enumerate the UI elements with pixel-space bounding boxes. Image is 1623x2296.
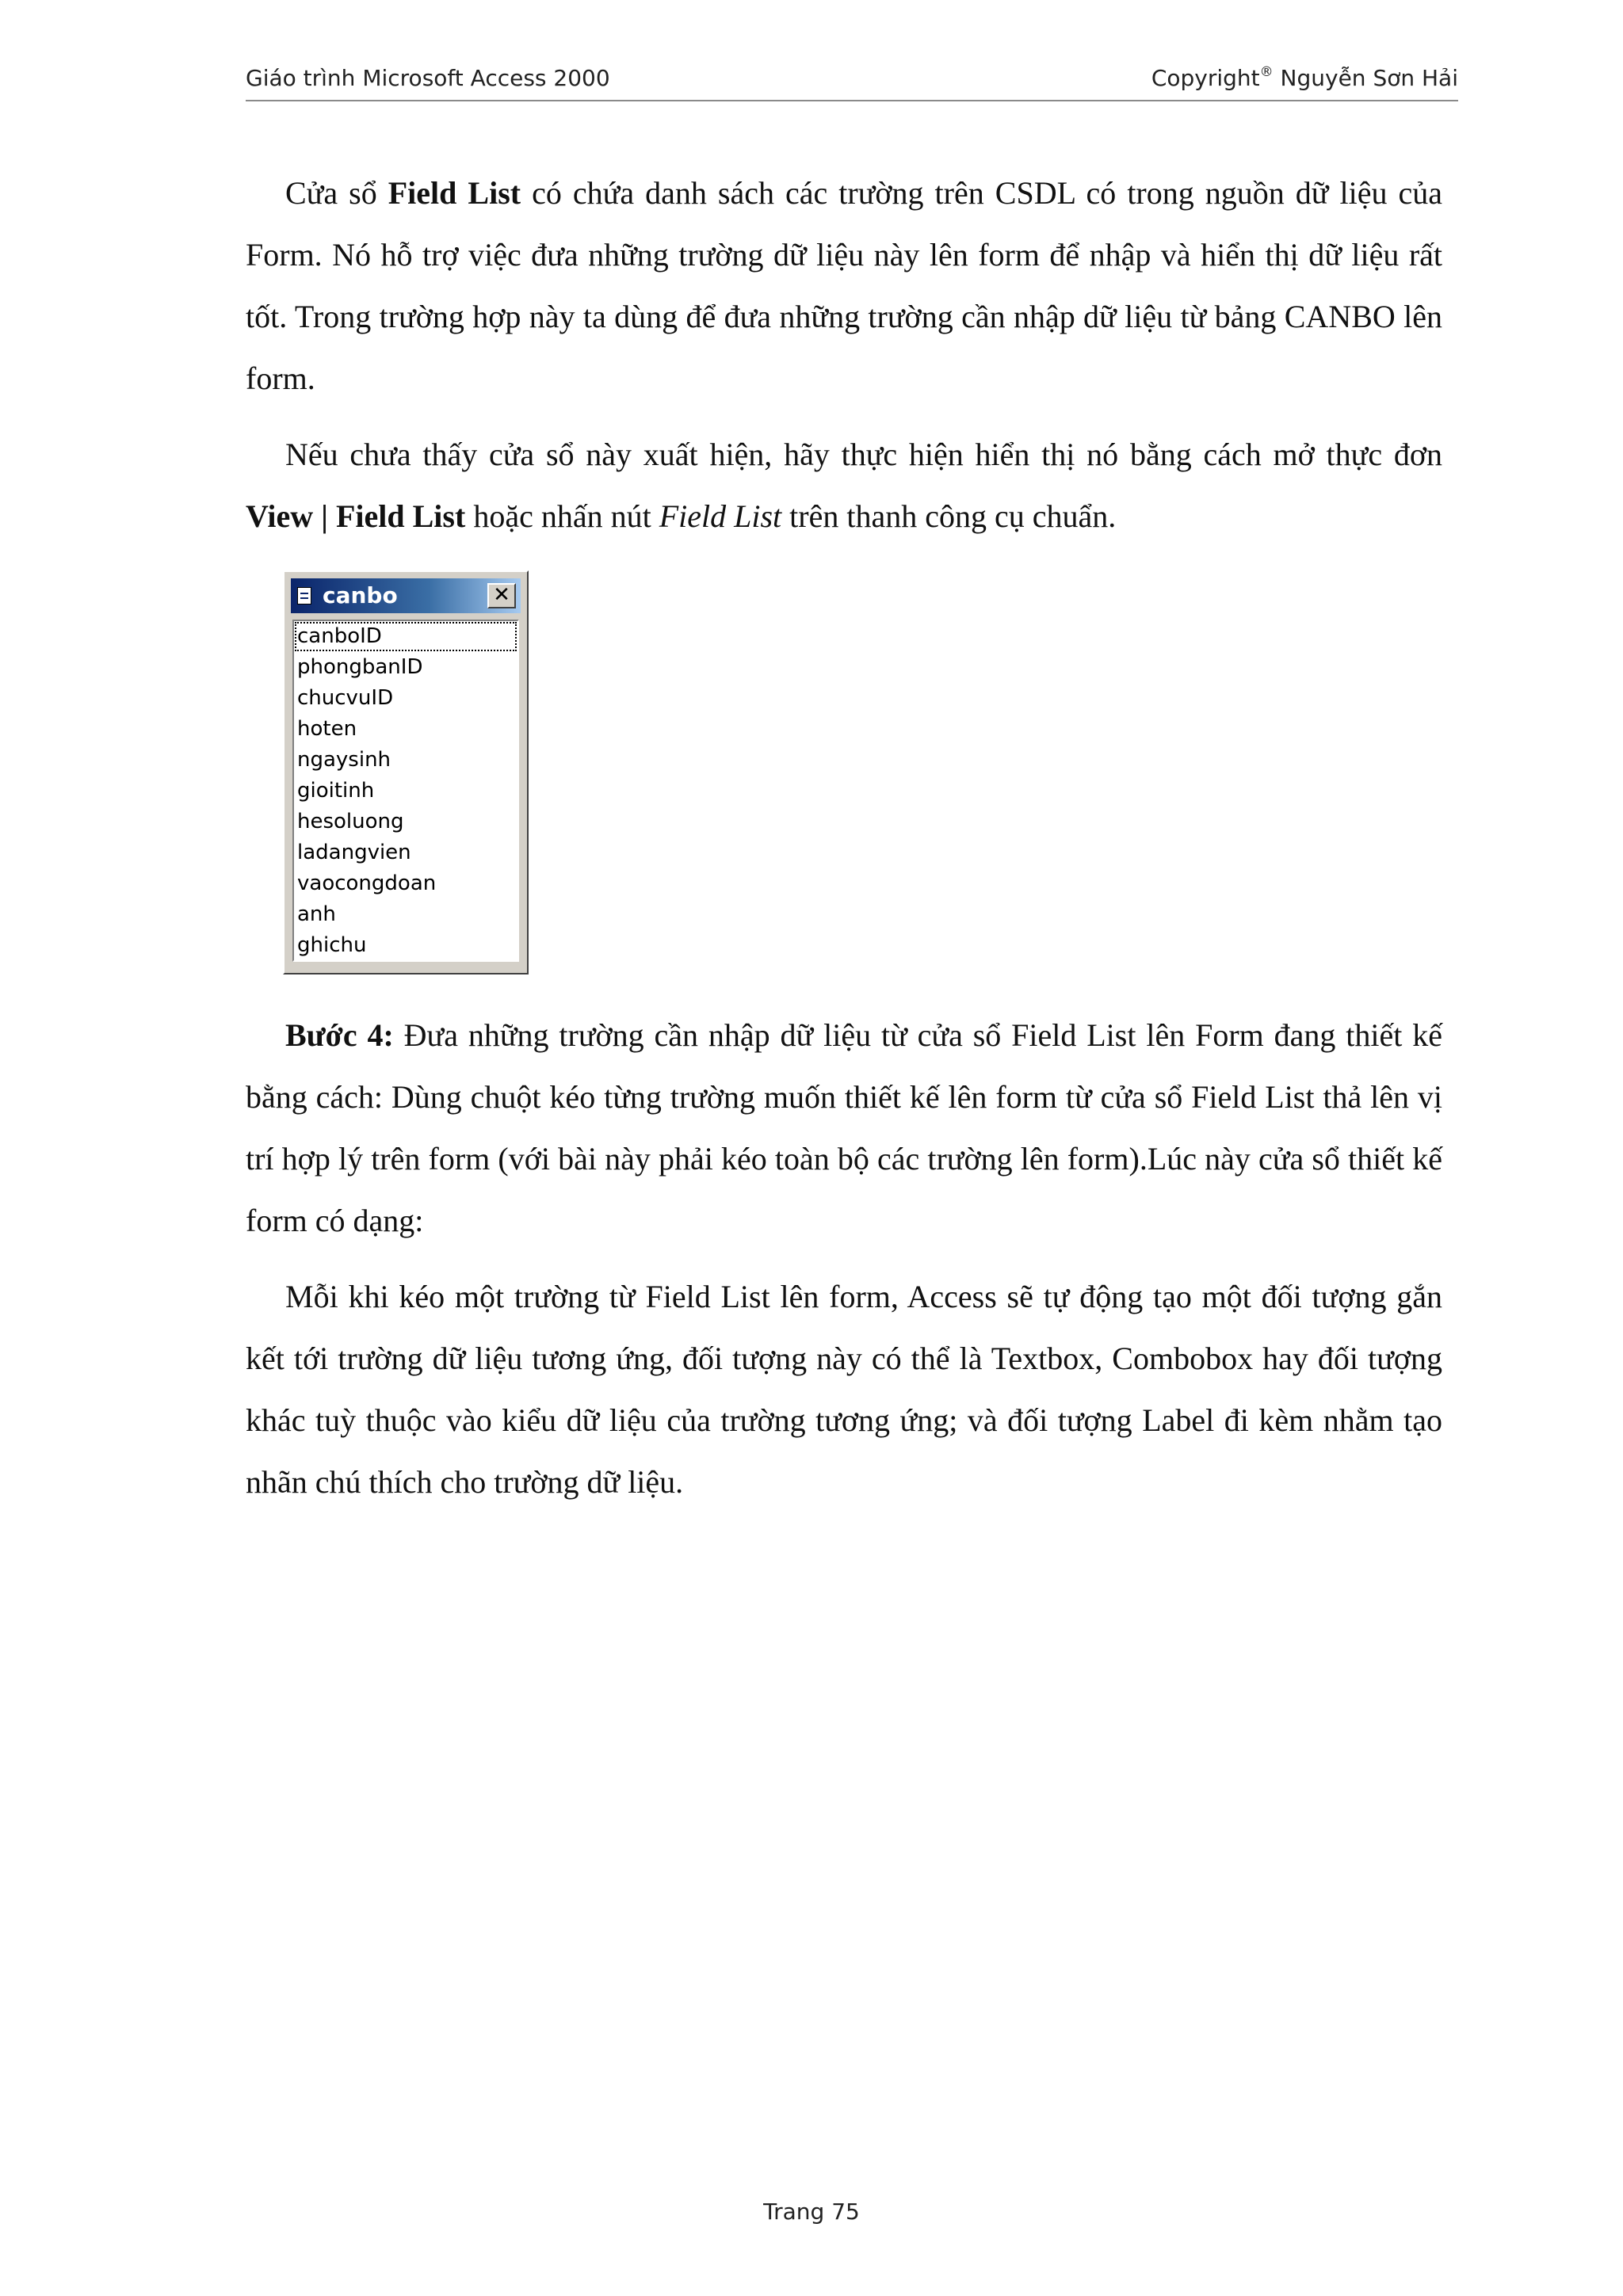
table-icon bbox=[297, 587, 311, 605]
header-copyright bbox=[1151, 65, 1458, 91]
field-item[interactable]: ghichu bbox=[297, 933, 367, 957]
field-list-titlebar[interactable] bbox=[291, 578, 521, 613]
close-button[interactable]: ✕ bbox=[487, 583, 516, 608]
page-header bbox=[246, 62, 1458, 101]
field-item[interactable]: hoten bbox=[297, 717, 357, 741]
field-list-title: canbo bbox=[323, 582, 398, 608]
text-run: Nếu chưa thấy cửa sổ này xuất hiện, hãy thực hiện hiển thị nó bằng cách mở thực đơn bbox=[285, 437, 1442, 472]
bold-run: Field List bbox=[388, 175, 521, 211]
paragraph-field-list-intro bbox=[246, 162, 1442, 410]
field-item[interactable]: chucvuID bbox=[297, 686, 394, 710]
text-run: trên thanh công cụ chuẩn. bbox=[781, 498, 1117, 534]
field-item[interactable]: canboID bbox=[294, 621, 517, 652]
field-item[interactable]: hesoluong bbox=[297, 810, 404, 833]
text-run: Đưa những trường cần nhập dữ liệu từ cửa sổ Field List lên Form đang thiết kế bằng cách: Dùng chuột kéo từng trường muốn thiết kế lên form từ cửa sổ Field List thả lên vị trí hợp lý trên form (với bài này phải kéo toàn bộ các trường lên form).Lúc này cửa sổ thiết kế form có dạng: bbox=[246, 1017, 1442, 1238]
field-list-box[interactable] bbox=[292, 620, 519, 962]
paragraph-drag-explanation bbox=[246, 1266, 1442, 1513]
header-title: Giáo trình Microsoft Access 2000 bbox=[246, 65, 610, 91]
text-run: Cửa sổ bbox=[285, 175, 388, 211]
copyright-text: Copyright bbox=[1151, 65, 1260, 91]
field-item[interactable]: vaocongdoan bbox=[297, 871, 437, 895]
registered-mark: ® bbox=[1259, 63, 1274, 80]
page-number: Trang 75 bbox=[763, 2199, 860, 2225]
field-item[interactable]: anh bbox=[297, 902, 336, 926]
paragraph-step-4 bbox=[246, 1005, 1442, 1252]
field-item[interactable]: phongbanID bbox=[297, 655, 423, 679]
field-item[interactable]: ladangvien bbox=[297, 841, 411, 864]
text-run: Mỗi khi kéo một trường từ Field List lên form, Access sẽ tự động tạo một đối tượng gắn kết tới trường dữ liệu tương ứng, đối tượng này có thể là Textbox, Combobox hay đối tượng khác tuỳ thuộc vào kiểu dữ liệu của trường tương ứng; và đối tượng Label đi kèm nhằm tạo nhãn chú thích cho trường dữ liệu. bbox=[246, 1279, 1442, 1500]
text-run: hoặc nhấn nút bbox=[465, 498, 659, 534]
step-label: Bước 4: bbox=[285, 1017, 394, 1053]
text-run: có chứa danh sách các trường trên CSDL có trong nguồn dữ liệu của Form. Nó hỗ trợ việc đưa những trường dữ liệu này lên form để nhập và hiển thị dữ liệu rất tốt. Trong trường hợp này ta dùng để đưa những trường cần nhập dữ liệu từ bảng CANBO lên form. bbox=[246, 175, 1443, 396]
field-list-window bbox=[283, 570, 529, 974]
field-item[interactable]: ngaysinh bbox=[297, 748, 391, 772]
field-item[interactable]: gioitinh bbox=[297, 779, 375, 803]
bold-run: View | Field List bbox=[246, 498, 466, 534]
italic-run: Field List bbox=[659, 498, 782, 534]
author-name: Nguyễn Sơn Hải bbox=[1273, 65, 1458, 91]
paragraph-show-field-list bbox=[246, 424, 1442, 547]
